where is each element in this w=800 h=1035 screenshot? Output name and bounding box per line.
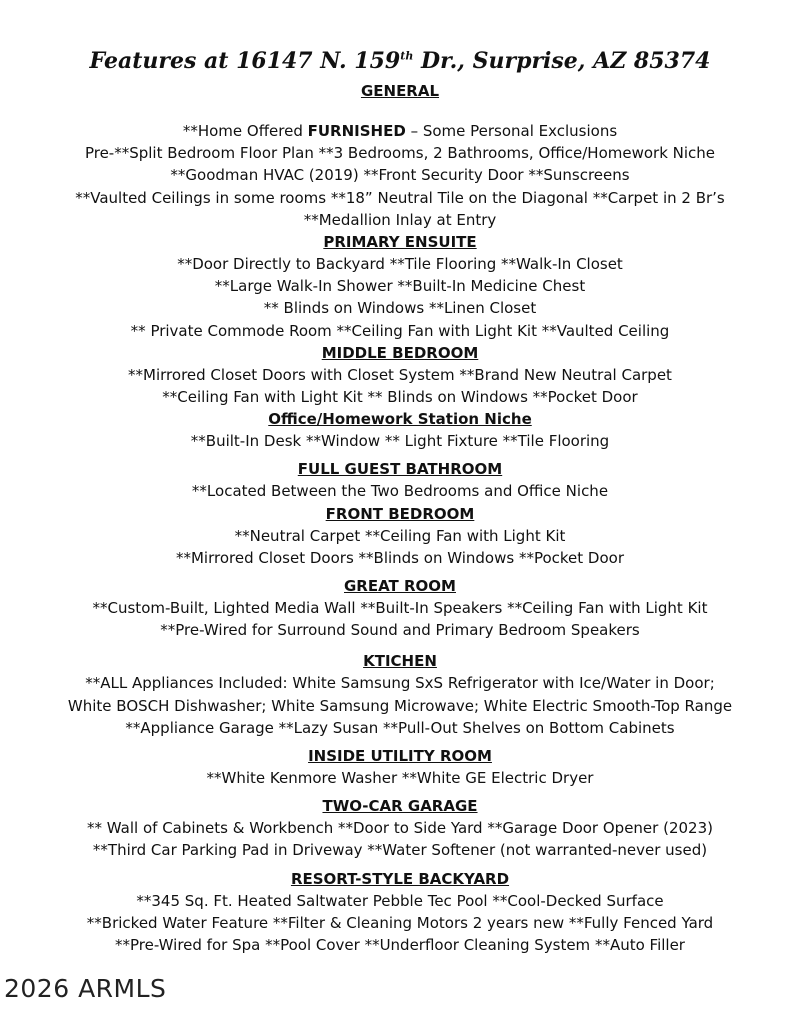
feature-line: **White Kenmore Washer **White GE Electric Dryer xyxy=(206,769,594,788)
section-heading-front-bedroom: FRONT BEDROOM xyxy=(325,504,475,523)
feature-line: **Third Car Parking Pad in Driveway **Water Softener (not warranted-never used) xyxy=(92,841,708,860)
section-heading-middle-bedroom: MIDDLE BEDROOM xyxy=(321,343,479,362)
feature-line: **Pre-Wired for Surround Sound and Primary Bedroom Speakers xyxy=(160,621,640,640)
feature-line: **Pre-Wired for Spa **Pool Cover **Underfloor Cleaning System **Auto Filler xyxy=(115,936,685,955)
section-heading-office: Office/Homework Station Niche xyxy=(268,410,532,429)
armls-watermark: 2026 ARMLS xyxy=(4,974,167,1003)
section-heading-backyard: RESORT-STYLE BACKYARD xyxy=(290,869,510,888)
feature-line: **Located Between the Two Bedrooms and Office Niche xyxy=(191,482,609,501)
feature-line: **Home Offered FURNISHED – Some Personal Exclusions xyxy=(182,122,618,140)
feature-line: ** Blinds on Windows **Linen Closet xyxy=(263,299,537,318)
feature-line: **Vaulted Ceilings in some rooms **18” Neutral Tile on the Diagonal **Carpet in 2 Br’s xyxy=(75,188,725,207)
feature-line: **345 Sq. Ft. Heated Saltwater Pebble Tec Pool **Cool-Decked Surface xyxy=(136,891,664,910)
section-heading-great-room: GREAT ROOM xyxy=(344,577,456,596)
feature-line: **Mirrored Closet Doors with Closet System **Brand New Neutral Carpet xyxy=(128,365,672,384)
section-heading-guest-bathroom: FULL GUEST BATHROOM xyxy=(297,460,503,479)
feature-line: **Custom-Built, Lighted Media Wall **Built-In Speakers **Ceiling Fan with Light Kit xyxy=(92,599,708,618)
document-title: Features at 16147 N. 159th Dr., Surprise, AZ 85374 xyxy=(89,48,711,74)
features-list xyxy=(0,80,800,956)
feature-line: **Goodman HVAC (2019) **Front Security Door **Sunscreens xyxy=(170,166,630,185)
section-heading-kitchen: KTICHEN xyxy=(363,652,437,671)
feature-line: **Medallion Inlay at Entry xyxy=(303,210,497,229)
section-heading-utility-room: INSIDE UTILITY ROOM xyxy=(308,747,492,766)
feature-line: **Bricked Water Feature **Filter & Cleaning Motors 2 years new **Fully Fenced Yard xyxy=(86,913,714,932)
feature-line: ** Wall of Cabinets & Workbench **Door to Side Yard **Garage Door Opener (2023) xyxy=(87,819,713,838)
feature-line: ** Private Commode Room **Ceiling Fan with Light Kit **Vaulted Ceiling xyxy=(130,321,670,340)
section-heading-general: GENERAL xyxy=(360,82,440,100)
feature-line: **Mirrored Closet Doors **Blinds on Windows **Pocket Door xyxy=(175,548,624,567)
feature-line: **ALL Appliances Included: White Samsung SxS Refrigerator with Ice/Water in Door; xyxy=(85,674,715,693)
feature-line: **Neutral Carpet **Ceiling Fan with Light Kit xyxy=(234,526,566,545)
section-heading-garage: TWO-CAR GARAGE xyxy=(322,797,478,816)
feature-line: **Built-In Desk **Window ** Light Fixture **Tile Flooring xyxy=(190,432,610,451)
feature-line: **Large Walk-In Shower **Built-In Medicine Chest xyxy=(214,277,586,296)
feature-line: **Appliance Garage **Lazy Susan **Pull-Out Shelves on Bottom Cabinets xyxy=(125,718,675,737)
feature-line: White BOSCH Dishwasher; White Samsung Microwave; White Electric Smooth-Top Range xyxy=(67,696,733,715)
feature-line: **Door Directly to Backyard **Tile Flooring **Walk-In Closet xyxy=(177,255,623,274)
feature-line: Pre-**Split Bedroom Floor Plan **3 Bedrooms, 2 Bathrooms, Office/Homework Niche xyxy=(84,144,716,163)
feature-line: **Ceiling Fan with Light Kit ** Blinds on Windows **Pocket Door xyxy=(162,388,638,407)
section-heading-primary-ensuite: PRIMARY ENSUITE xyxy=(323,233,477,252)
